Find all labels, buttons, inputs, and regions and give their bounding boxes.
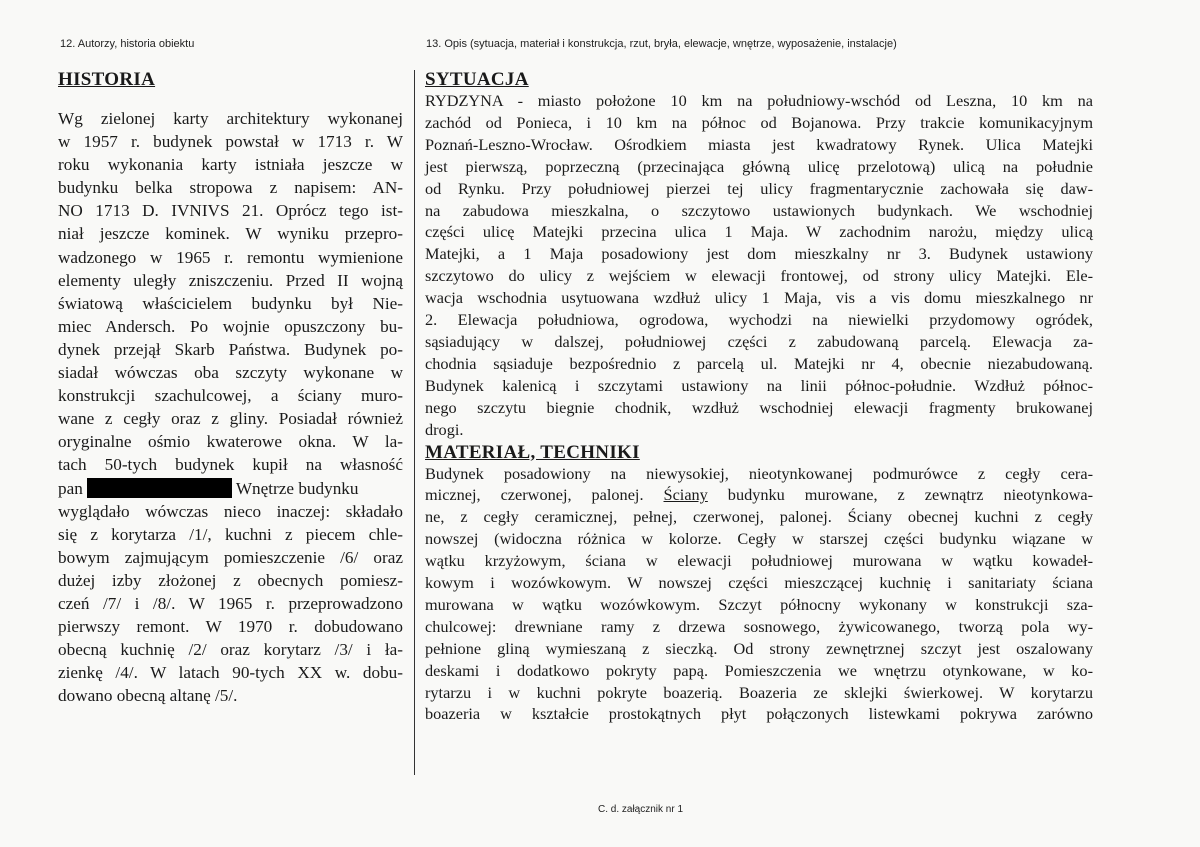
sytuacja-text (425, 90, 1093, 441)
material-line: boazeria w kształcie prostokątnych płyt połączonych listewkami pokrywa zarówno (425, 704, 1093, 724)
historia-line: miec Andersch. Po wojnie opuszczony bu- (58, 316, 403, 336)
sytuacja-line: na zabudowa mieszkalna, o szczytowo ustawionych budynkach. We wschodniej (425, 200, 1093, 220)
historia-line: roku wykonania karty istniała jeszcze w (58, 155, 403, 175)
material-line-part: micznej, czerwonej, palonej. (425, 485, 664, 505)
material-line: kowym i wozówkowym. W nowszej części mieszczącej kuchnię i sanitariaty ściana (425, 573, 1093, 593)
section-13-header: 13. Opis (sytuacja, materiał i konstrukcja, rzut, bryła, elewacje, wnętrze, wyposażenie, instalacje) (426, 38, 897, 50)
historia-line: zienkę /4/. W latach 90-tych XX w. dobu- (58, 663, 403, 683)
sytuacja-line: Matejki, a 1 Maja posadowiony jest dom mieszkalny nr 3. Budynek ustawiony (425, 244, 1093, 264)
footer-attachment-note: C. d. załącznik nr 1 (598, 804, 684, 815)
material-line: nowszej (widoczna różnica w kolorze. Cegły w starszej części budynku wiązane w (425, 529, 1093, 549)
sytuacja-line: Poznań-Leszno-Wrocław. Ośrodkiem miasta jest kwadratowy Rynek. Ulica Matejki (425, 134, 1093, 154)
sytuacja-line: części ulicę Matejki przecina ulica 1 Maja. W zachodnim narożu, między ulicą (425, 222, 1093, 242)
historia-line: budynku belka stropowa z napisem: AN- (58, 178, 403, 198)
material-line: pełnione gliną wymieszaną z sieczką. Od strony zewnętrznej szczyt jest oszalowany (425, 638, 1093, 658)
sytuacja-line: chodnia sąsiaduje bezpośrednio z parcelą ul. Matejki nr 4, obecnie niezabudowaną. (425, 353, 1093, 373)
opis-column (425, 70, 1093, 725)
historia-line: się z korytarza /1/, kuchni z piecem chle- (58, 524, 403, 544)
sytuacja-line: od Rynku. Przy południowej pierzei tej ulicy fragmentarycznie zachowała się daw- (425, 178, 1093, 198)
section-12-header: 12. Autorzy, historia obiektu (60, 38, 195, 50)
historia-line: tach 50-tych budynek kupił na własność (58, 455, 403, 475)
historia-line: światową właścicielem budynku był Nie- (58, 293, 403, 313)
material-line: rytarzu i w kuchni pokryte boazerią. Boazeria ze sklejki świerkowej. W korytarzu (425, 682, 1093, 702)
historia-redacted-line (58, 477, 403, 500)
material-line: Budynek posadowiony na niewysokiej, nieotynkowanej podmurówce z cegły cera- (425, 463, 1093, 483)
historia-line-suffix: Wnętrze budynku (235, 478, 359, 498)
historia-heading: HISTORIA (58, 69, 156, 90)
sytuacja-line: RYDZYNA - miasto położone 10 km na południowy-wschód od Leszna, 10 km na (425, 91, 1093, 110)
sytuacja-line: Budynek kalenicą i szczytami ustawiony na linii północ-południe. Wzdłuż północ- (425, 375, 1093, 395)
material-line-part: budynku murowane, z zewnątrz nieotynkowa- (707, 485, 1094, 505)
historia-line: bowym zajmującym pomieszczenie /6/ oraz (58, 547, 403, 567)
sytuacja-line: wacja wschodnia usytuowana wzdłuż ulicy 1 Maja, vis a vis domu mieszkalnego nr (425, 288, 1093, 308)
sytuacja-line: sąsiadujący w dalszej, południowej części z zabudowaną parcelą. Elewacja za- (425, 331, 1093, 351)
historia-line: wyglądało wówczas nieco inaczej: składało (58, 501, 403, 521)
material-line: wątku krzyżowym, ściana w elewacji południowej murowana w wątku kowadeł- (425, 551, 1093, 571)
material-line: deskami i dodatkowo pokryty papą. Pomieszczenia we wnętrzu otynkowane, w ko- (425, 660, 1093, 680)
redaction-block (87, 478, 232, 498)
sciany-underlined-word: Ściany (663, 485, 708, 505)
historia-line: wadzonego w 1965 r. remontu wymienione (58, 247, 403, 267)
historia-line: czeń /7/ i /8/. W 1965 r. przeprowadzono (58, 593, 403, 613)
historia-line: dowano obecną altanę /5/. (58, 686, 238, 706)
historia-line: elementy uległy zniszczeniu. Przed II wojną (58, 270, 403, 290)
historia-line: Wg zielonej karty architektury wykonanej (58, 109, 403, 128)
sytuacja-line: szczytowo do ulicy z wejściem w elewacji frontowej, od strony ulicy Matejki. Ele- (425, 266, 1093, 286)
historia-line: siadał wówczas oba szczyty wykonane w (58, 363, 403, 383)
historia-line-prefix: pan (58, 478, 83, 498)
historia-column (58, 70, 403, 707)
historia-text (58, 107, 403, 707)
historia-line: obecną kuchnię /2/ oraz korytarz /3/ i ła- (58, 640, 403, 660)
historia-line: dużej izby złożonej z obecnych pomiesz- (58, 570, 403, 590)
material-line: ne, z cegły ceramicznej, pełnej, czerwonej, palonej. Ściany obecnej kuchni z cegły (425, 507, 1093, 527)
historia-line: konstrukcji szachulcowej, a ściany muro- (58, 386, 403, 406)
historia-line: pierwszy remont. W 1970 r. dobudowano (58, 617, 403, 637)
sytuacja-line: jest pierwszą, poprzeczną (przecinająca główną ulicę przelotową) ulicą na południe (425, 156, 1093, 176)
sytuacja-line: 2. Elewacja południowa, ogrodowa, wychodzi na niewielki przydomowy ogródek, (425, 310, 1093, 330)
material-line: murowana w wątku wozówkowym. Szczyt północny wykonany w konstrukcji sza- (425, 594, 1093, 614)
historia-line: NO 1713 D. IVNIVS 21. Oprócz tego ist- (58, 201, 403, 221)
sytuacja-line: nego szczytu biegnie chodnik, wzdłuż wschodniej elewacji fragmenty brukowanej (425, 397, 1093, 417)
sytuacja-heading: SYTUACJA (425, 69, 529, 90)
sytuacja-line: zachód od Ponieca, i 10 km na północ od Bojanowa. Przy trakcie komunikacyjnym (425, 112, 1093, 132)
column-divider (414, 70, 415, 775)
material-line: chulcowej: drewniane ramy z drzewa sosnowego, żywicowanego, tworzą pola wy- (425, 616, 1093, 636)
material-heading: MATERIAŁ, TECHNIKI (425, 441, 640, 463)
historia-line: w 1957 r. budynek powstał w 1713 r. W (58, 132, 403, 152)
material-line (425, 484, 1093, 506)
historia-line: oryginalne ośmio kwaterowe okna. W la- (58, 432, 403, 452)
historia-line: wane z cegły oraz z gliny. Posiadał również (58, 409, 403, 429)
material-text (425, 463, 1093, 726)
historia-line: dynek przejął Skarb Państwa. Budynek po- (58, 339, 403, 359)
sytuacja-line: drogi. (425, 419, 464, 439)
historia-line: niał jeszcze kominek. W wyniku przepro- (58, 224, 403, 244)
